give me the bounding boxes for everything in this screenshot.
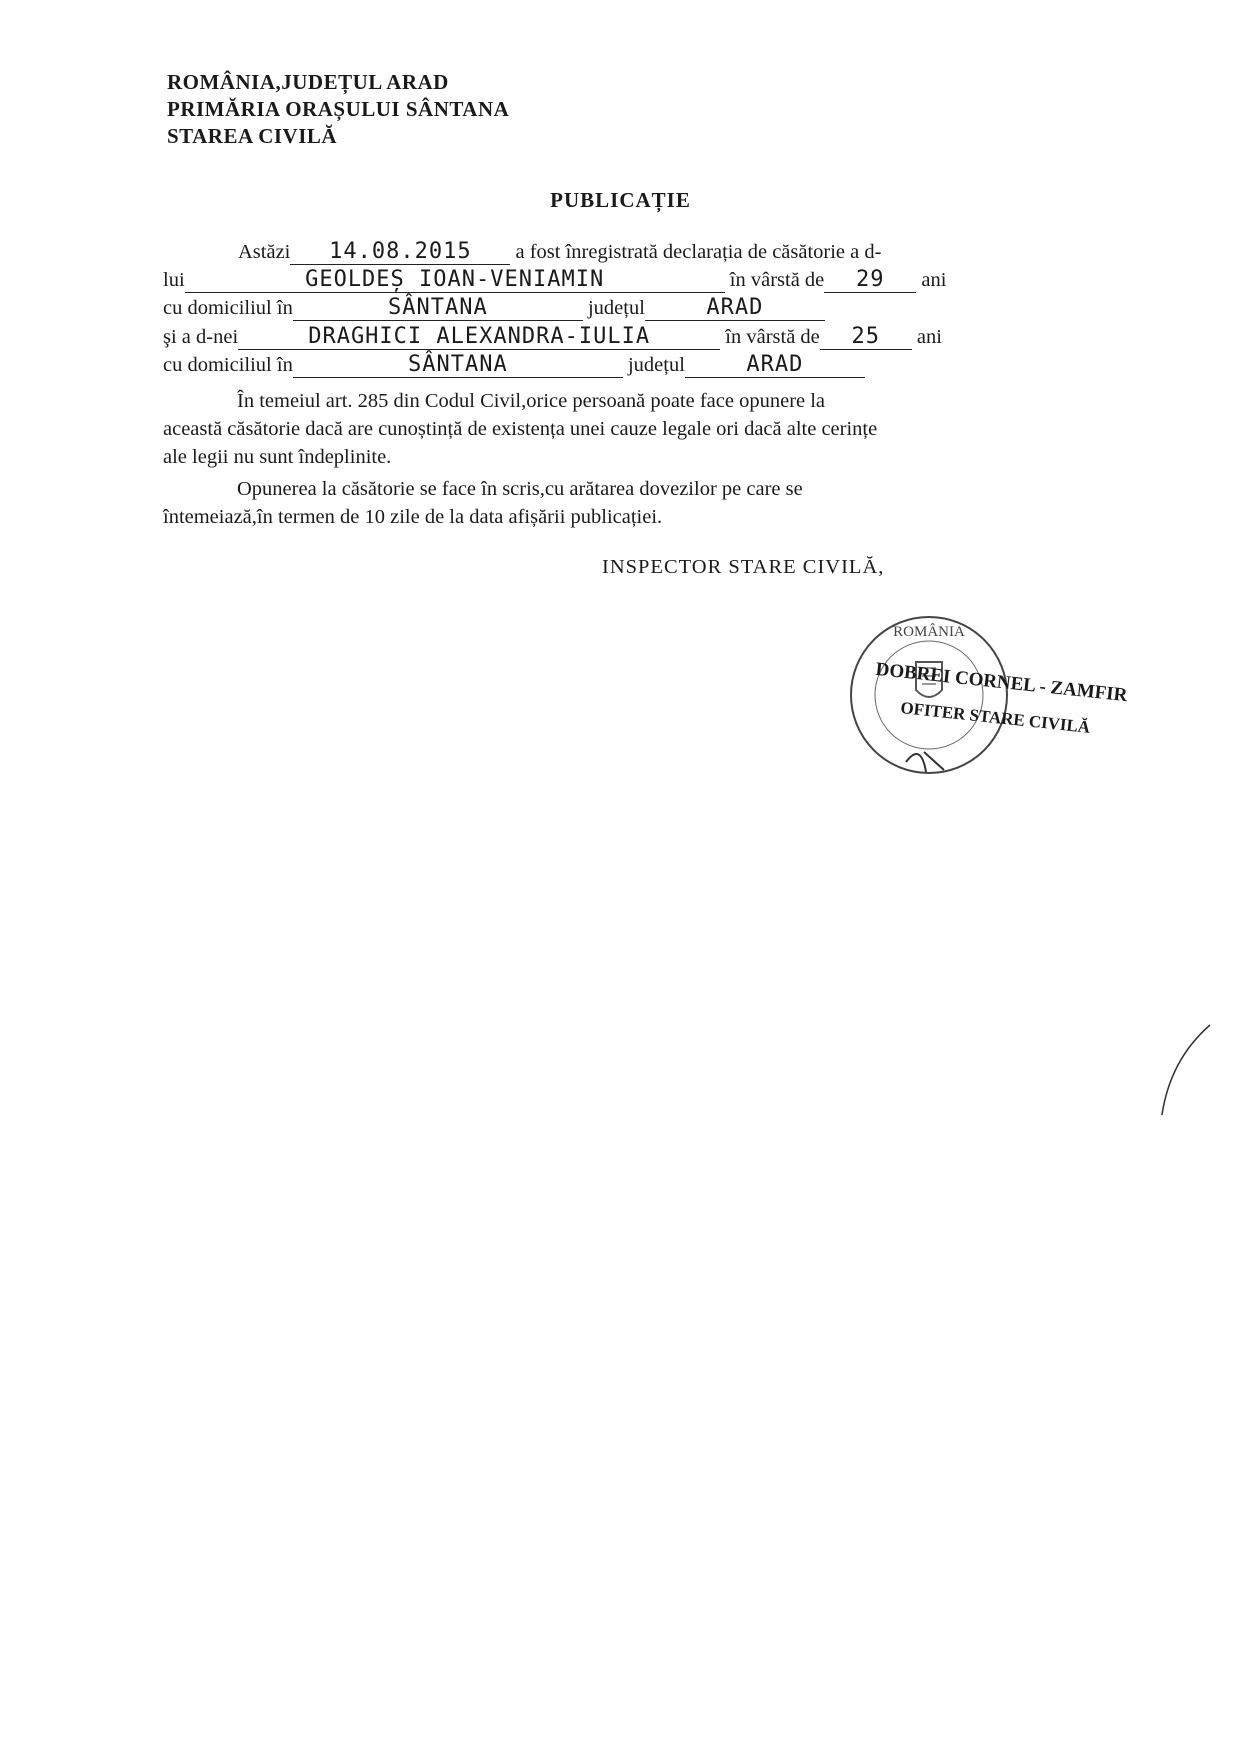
seal-text: ROMÂNIA (893, 624, 965, 640)
bride-age-field: 25 (820, 325, 912, 350)
date-label: Astăzi (238, 241, 291, 263)
bride-name-field: DRAGHICI ALEXANDRA-IULIA (238, 325, 720, 350)
bride-city-field: SÂNTANA (293, 353, 623, 378)
form-line-date (238, 240, 881, 268)
form-line-groom (163, 268, 946, 296)
groom-name-field: GEOLDEȘ IOAN-VENIAMIN (185, 268, 725, 293)
bride-age-label: în vârstă de (725, 326, 820, 348)
official-seal (846, 612, 1012, 778)
stamp-officer-name: DOBREI CORNEL - ZAMFIR (874, 658, 1129, 707)
inspector-title: INSPECTOR STARE CIVILĂ, (602, 556, 885, 578)
bride-county-field: ARAD (685, 353, 865, 378)
legal-paragraph-line-2: această căsătorie dacă are cunoștință de existența unei cauze legale ori dacă alte cerințe (163, 418, 878, 440)
groom-city-field: SÂNTANA (293, 296, 583, 321)
legal-paragraph-line-1: În temeiul art. 285 din Codul Civil,orice persoană poate face opunere la (237, 390, 826, 412)
date-field: 14.08.2015 (290, 240, 510, 265)
groom-county-label: județul (587, 297, 645, 319)
opposition-paragraph-line-1: Opunerea la căsătorie se face în scris,cu arătarea dovezilor pe care se (237, 478, 803, 500)
bride-county-label: județul (627, 354, 685, 376)
groom-years-label: ani (921, 269, 947, 291)
opposition-paragraph-line-2: întemeiază,în termen de 10 zile de la data afișării publicației. (163, 506, 663, 528)
form-line-bride (163, 325, 942, 353)
legal-paragraph-line-3: ale legii nu sunt îndeplinite. (163, 446, 392, 468)
bride-years-label: ani (916, 326, 942, 348)
bride-domicile-label: cu domiciliul în (163, 354, 293, 376)
margin-pen-mark (1150, 1020, 1220, 1120)
groom-domicile-label: cu domiciliul în (163, 297, 293, 319)
groom-prefix: lui (163, 269, 185, 291)
bride-prefix: şi a d-nei (163, 326, 239, 348)
groom-age-label: în vârstă de (729, 269, 825, 291)
header-country-county: ROMÂNIA,JUDEȚUL ARAD (167, 70, 449, 94)
header-department: STAREA CIVILĂ (167, 124, 338, 148)
groom-age-field: 29 (824, 268, 916, 293)
document-title: PUBLICAȚIE (550, 188, 691, 212)
stamp-officer-role: OFITER STARE CIVILĂ (899, 698, 1092, 737)
form-line-groom-domicile (163, 296, 825, 324)
groom-county-field: ARAD (645, 296, 825, 321)
declaration-text: a fost înregistrată declarația de căsătorie a d- (515, 241, 882, 263)
form-line-bride-domicile (163, 353, 865, 381)
header-city-hall: PRIMĂRIA ORAȘULUI SÂNTANA (167, 97, 510, 121)
